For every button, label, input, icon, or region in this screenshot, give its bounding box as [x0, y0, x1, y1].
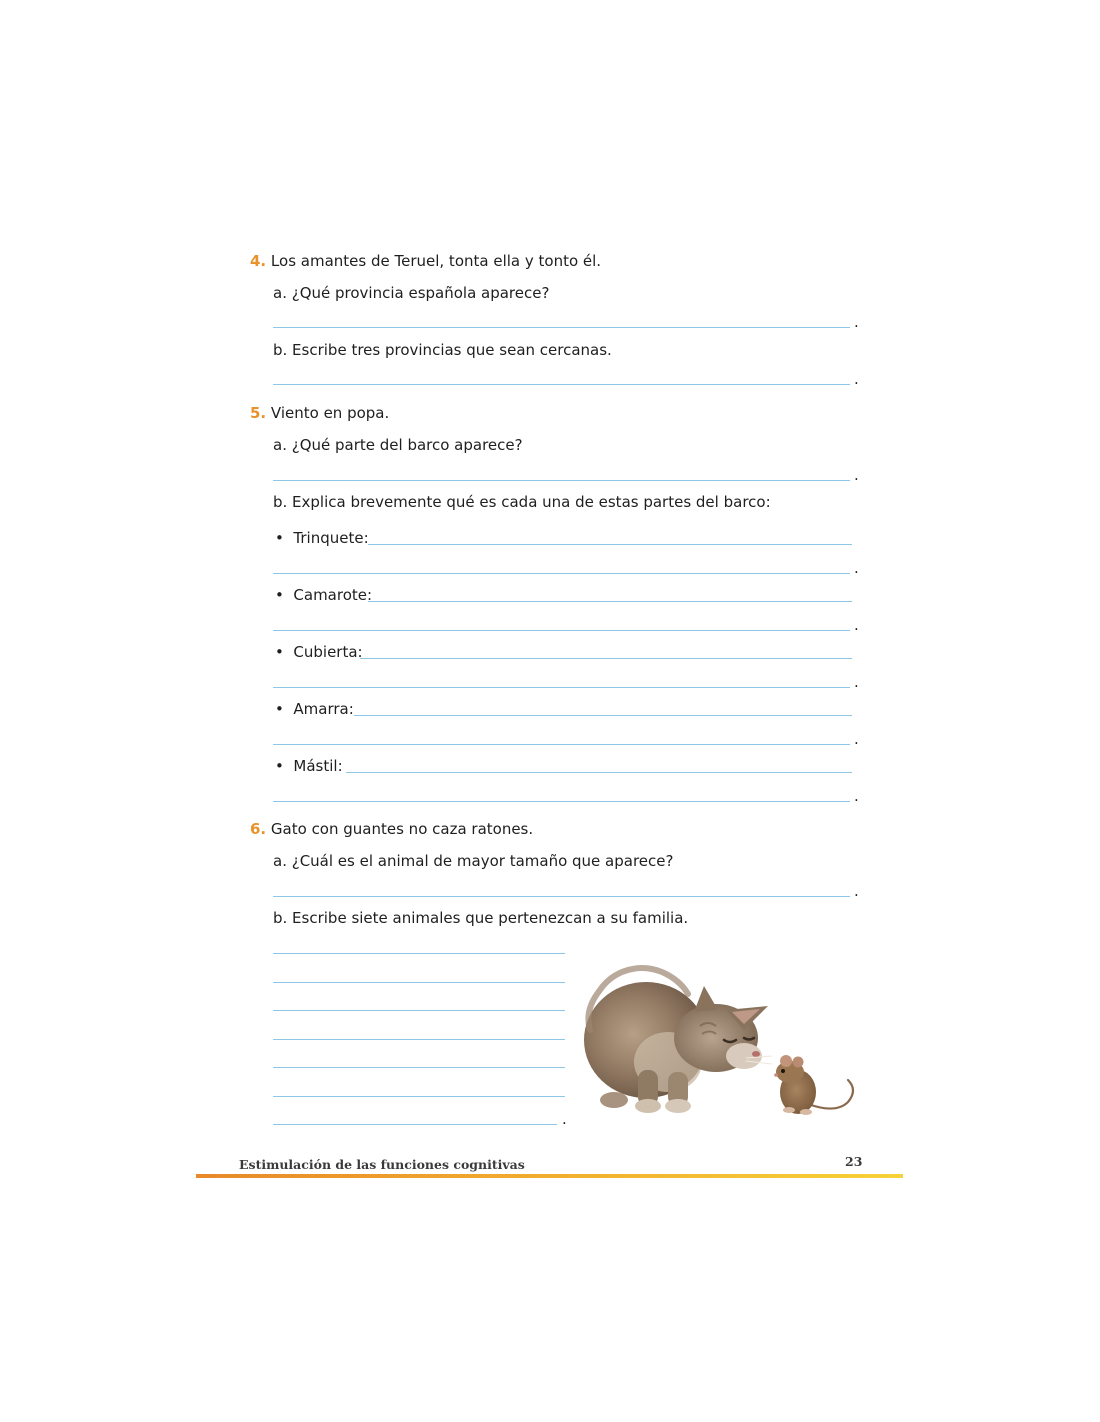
- answer-line-animal-5[interactable]: [273, 1067, 565, 1068]
- answer-line-animal-4[interactable]: [273, 1039, 565, 1040]
- part-cubierta: [275, 643, 363, 661]
- footer-color-bar: [196, 1174, 903, 1178]
- answer-line-4a[interactable]: [273, 327, 850, 328]
- bullet-icon: •: [275, 700, 284, 718]
- kitten-figure: [584, 968, 772, 1113]
- bullet-icon: •: [275, 643, 284, 661]
- item-title: Viento en popa.: [270, 404, 390, 422]
- answer-line-animal-2[interactable]: [273, 982, 565, 983]
- question-6a: a. ¿Cuál es el animal de mayor tamaño que aparece?: [273, 852, 674, 870]
- answer-line-amarra[interactable]: [354, 715, 852, 716]
- item-title: Los amantes de Teruel, tonta ella y tonto él.: [270, 252, 602, 270]
- period: .: [562, 1110, 567, 1128]
- answer-line-camarote-2[interactable]: [273, 630, 850, 631]
- item-4: [250, 252, 601, 270]
- bullet-icon: •: [275, 757, 284, 775]
- part-mastil: [275, 757, 343, 775]
- period: .: [854, 370, 859, 388]
- item-number: 6.: [250, 820, 267, 838]
- period: .: [854, 882, 859, 900]
- part-trinquete: [275, 529, 369, 547]
- period: .: [854, 673, 859, 691]
- period: .: [854, 466, 859, 484]
- question-5b: b. Explica brevemente qué es cada una de estas partes del barco:: [273, 493, 771, 511]
- footer-title: Estimulación de las funciones cognitivas: [239, 1157, 525, 1172]
- bullet-icon: •: [275, 586, 284, 604]
- kitten-and-mouse-illustration: [576, 960, 866, 1130]
- period: .: [854, 559, 859, 577]
- item-title: Gato con guantes no caza ratones.: [270, 820, 534, 838]
- answer-line-trinquete-2[interactable]: [273, 573, 850, 574]
- bullet-icon: •: [275, 529, 284, 547]
- period: .: [854, 787, 859, 805]
- answer-line-animal-7[interactable]: [273, 1124, 557, 1125]
- answer-line-cubierta[interactable]: [360, 658, 852, 659]
- answer-line-camarote[interactable]: [368, 601, 852, 602]
- question-4b: b. Escribe tres provincias que sean cercanas.: [273, 341, 612, 359]
- answer-line-mastil[interactable]: [346, 772, 852, 773]
- part-label: Trinquete:: [293, 529, 369, 547]
- answer-line-4b[interactable]: [273, 384, 850, 385]
- part-label: Mástil:: [293, 757, 343, 775]
- part-label: Cubierta:: [293, 643, 363, 661]
- mouse-figure: [774, 1055, 853, 1115]
- period: .: [854, 730, 859, 748]
- answer-line-6a[interactable]: [273, 896, 850, 897]
- item-number: 4.: [250, 252, 267, 270]
- item-number: 5.: [250, 404, 267, 422]
- answer-line-trinquete[interactable]: [368, 544, 852, 545]
- question-5a: a. ¿Qué parte del barco aparece?: [273, 436, 523, 454]
- question-4a: a. ¿Qué provincia española aparece?: [273, 284, 550, 302]
- item-5: [250, 404, 389, 422]
- part-label: Amarra:: [293, 700, 354, 718]
- answer-line-5a[interactable]: [273, 480, 850, 481]
- answer-line-cubierta-2[interactable]: [273, 687, 850, 688]
- item-6: [250, 820, 533, 838]
- answer-line-animal-3[interactable]: [273, 1010, 565, 1011]
- answer-line-mastil-2[interactable]: [273, 801, 850, 802]
- question-6b: b. Escribe siete animales que pertenezcan a su familia.: [273, 909, 689, 927]
- part-label: Camarote:: [293, 586, 373, 604]
- part-amarra: [275, 700, 354, 718]
- answer-line-amarra-2[interactable]: [273, 744, 850, 745]
- period: .: [854, 313, 859, 331]
- part-camarote: [275, 586, 372, 604]
- period: .: [854, 616, 859, 634]
- page-number: 23: [845, 1154, 863, 1169]
- answer-line-animal-6[interactable]: [273, 1096, 565, 1097]
- answer-line-animal-1[interactable]: [273, 953, 565, 954]
